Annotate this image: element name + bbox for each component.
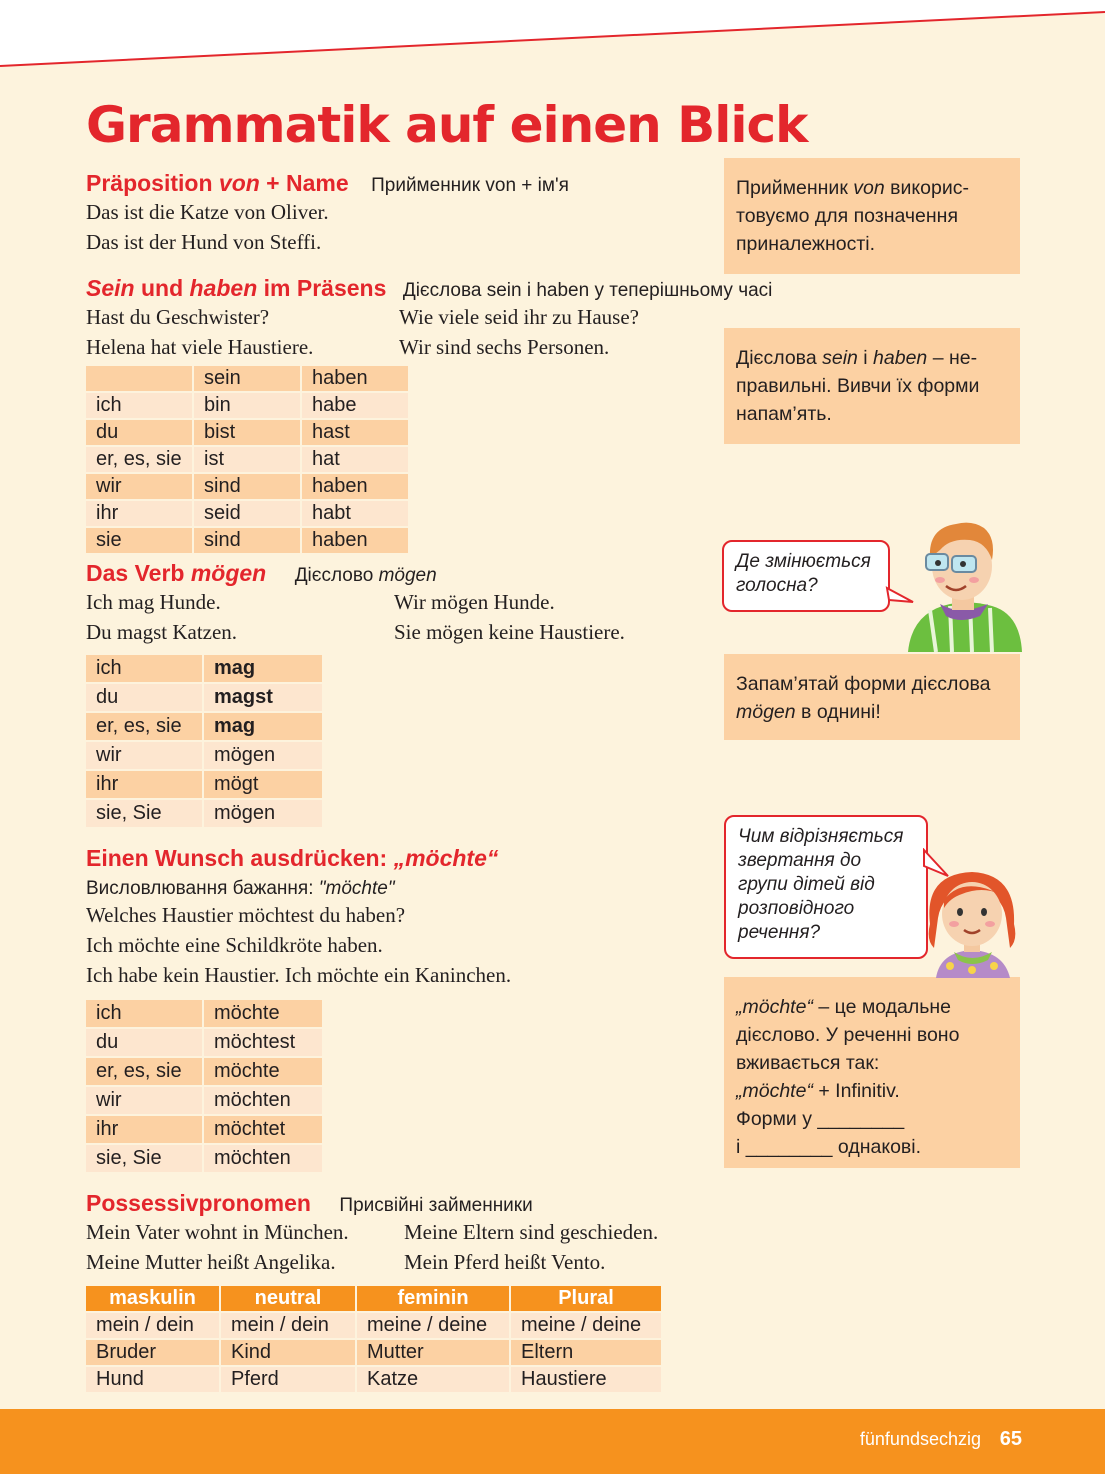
table-cell: möchtest [203, 1028, 323, 1057]
table-cell: ich [85, 999, 203, 1028]
table-row [85, 500, 409, 527]
table-cell: er, es, sie [85, 446, 193, 473]
section-possessivpronomen [86, 1190, 659, 1277]
bubble-line: Де змінюється [736, 551, 871, 572]
table-row [85, 683, 323, 712]
table-cell: Eltern [510, 1339, 662, 1366]
table-row [85, 741, 323, 770]
table-cell: mag [203, 712, 323, 741]
table-cell: hast [301, 419, 409, 446]
girl-illustration-icon [922, 868, 1022, 978]
section-preposition-von [86, 170, 569, 257]
table-row [85, 1312, 662, 1339]
table-cell: möchten [203, 1086, 323, 1115]
example-line: Meine Mutter heißt Angelika. [86, 1250, 336, 1274]
table-cell: haben [301, 473, 409, 500]
section-sein-haben [86, 275, 772, 362]
possessive-table [84, 1284, 663, 1394]
table-row [85, 1144, 323, 1173]
table-cell: meine / deine [356, 1312, 510, 1339]
table-cell: haben [301, 365, 409, 392]
table-row [85, 654, 323, 683]
heading-translation: Присвійні займенники [339, 1195, 533, 1216]
table-cell: magst [203, 683, 323, 712]
table-row [85, 1057, 323, 1086]
table-cell: er, es, sie [85, 712, 203, 741]
table-cell: bin [193, 392, 301, 419]
section-moechte [86, 845, 511, 990]
table-cell: ihr [85, 1115, 203, 1144]
table-cell: du [85, 419, 193, 446]
table-row [85, 1339, 662, 1366]
page-header-band [0, 0, 1105, 70]
heading-translation: Прийменник von + ім'я [371, 175, 569, 196]
table-row [85, 712, 323, 741]
table-cell: haben [301, 527, 409, 554]
table-cell: möchte [203, 999, 323, 1028]
table-cell: mag [203, 654, 323, 683]
table-cell: wir [85, 741, 203, 770]
example-line: Sie mögen keine Haustiere. [394, 620, 625, 644]
heading-text: Das Verb mögen [86, 560, 267, 586]
table-cell: Pferd [220, 1366, 356, 1393]
table-cell: sie, Sie [85, 799, 203, 828]
sein-haben-table [84, 364, 410, 555]
section-moegen [86, 560, 625, 647]
table-row [85, 527, 409, 554]
example-line: Mein Pferd heißt Vento. [404, 1250, 606, 1274]
heading-translation: Дієслово mögen [294, 565, 437, 586]
section-heading [86, 560, 437, 587]
table-cell: mögt [203, 770, 323, 799]
example-row [86, 587, 555, 617]
heading-translation: Висловлювання бажання: "möchte" [86, 878, 395, 899]
table-cell: bist [193, 419, 301, 446]
heading-text: Sein und haben im Präsens [86, 275, 387, 301]
table-cell: seid [193, 500, 301, 527]
table-cell: sind [193, 473, 301, 500]
table-cell: möchte [203, 1057, 323, 1086]
table-cell: sein [193, 365, 301, 392]
boy-illustration-icon [900, 520, 1025, 652]
example-row [86, 302, 772, 332]
table-row [85, 1028, 323, 1057]
table-cell: mögen [203, 741, 323, 770]
example-line: Welches Haustier möchtest du haben? [86, 903, 406, 927]
table-cell: meine / deine [510, 1312, 662, 1339]
table-cell: habt [301, 500, 409, 527]
table-row [85, 392, 409, 419]
table-cell: Hund [85, 1366, 220, 1393]
example-row [86, 332, 772, 362]
table-cell: mögen [203, 799, 323, 828]
heading-text: Possessivpronomen [86, 1190, 311, 1216]
table-row [85, 365, 409, 392]
table-cell: ihr [85, 770, 203, 799]
table-cell: er, es, sie [85, 1057, 203, 1086]
heading-text: Einen Wunsch ausdrücken: „möchte“ [86, 845, 499, 871]
table-cell: sind [193, 527, 301, 554]
moegen-table [84, 653, 324, 829]
example-row [86, 1247, 606, 1277]
table-cell: habe [301, 392, 409, 419]
table-cell: wir [85, 1086, 203, 1115]
page-number-word: fünfundsechzig [859, 1429, 981, 1449]
table-row [85, 770, 323, 799]
example-line: Mein Vater wohnt in München. [86, 1220, 349, 1244]
note-moechte: „möchte“ – це модальне дієслово. У реченні воно вживається так: „möchte“ + Infinitiv. Форми у ________ і ________ однакові. [724, 977, 1020, 1168]
example-line: Meine Eltern sind geschieden. [404, 1220, 659, 1244]
table-cell: Bruder [85, 1339, 220, 1366]
table-cell: ihr [85, 500, 193, 527]
table-cell: mein / dein [220, 1312, 356, 1339]
example-line: Ich möchte eine Schildkröte haben. [86, 933, 383, 957]
example-line: Wir mögen Hunde. [394, 590, 555, 614]
table-row [85, 446, 409, 473]
note-von: Прийменник von викорис- товуємо для позначення приналежності. [724, 158, 1020, 274]
table-cell: Haustiere [510, 1366, 662, 1393]
example-line: Ich mag Hunde. [86, 590, 221, 614]
column-header: feminin [356, 1285, 510, 1312]
example-line: Ich habe kein Haustier. Ich möchte ein Kaninchen. [86, 963, 512, 987]
table-cell: möchten [203, 1144, 323, 1173]
example-row [86, 617, 625, 647]
table-cell: Kind [220, 1339, 356, 1366]
table-cell: ich [85, 392, 193, 419]
bubble-line: голосна? [736, 575, 818, 596]
table-row [85, 473, 409, 500]
table-cell: hat [301, 446, 409, 473]
table-row [85, 419, 409, 446]
table-cell: du [85, 1028, 203, 1057]
table-cell: mein / dein [85, 1312, 220, 1339]
table-row [85, 999, 323, 1028]
bubble-line: Чим відрізняється [738, 826, 904, 847]
heading-translation: Дієслова sein і haben у теперішньому часі [402, 280, 773, 301]
table-row [85, 1115, 323, 1144]
table-cell: du [85, 683, 203, 712]
example-line: Wie viele seid ihr zu Hause? [399, 305, 639, 329]
example-line: Das ist die Katze von Oliver. [86, 200, 329, 224]
example-line: Du magst Katzen. [86, 620, 238, 644]
example-line: Wir sind sechs Personen. [399, 335, 610, 359]
section-heading [86, 275, 772, 302]
speech-bubble-vowel [722, 540, 890, 612]
bubble-line: розповідного [738, 898, 855, 919]
table-cell: Mutter [356, 1339, 510, 1366]
example-line: Hast du Geschwister? [86, 305, 270, 329]
page-number: 65 [999, 1428, 1022, 1450]
example-line: Das ist der Hund von Steffi. [86, 230, 322, 254]
table-cell: möchtet [203, 1115, 323, 1144]
heading-text: Präposition von + Name [86, 170, 349, 196]
table-cell: sie, Sie [85, 1144, 203, 1173]
note-moegen: Запам’ятай форми дієслова mögen в однині! [724, 654, 1020, 740]
table-row [85, 1086, 323, 1115]
note-sein-haben: Дієслова sein і haben – не- правильні. Вивчи їх форми напам’ять. [724, 328, 1020, 444]
section-heading [86, 1190, 533, 1217]
example-line: Helena hat viele Haustiere. [86, 335, 314, 359]
table-row [85, 1366, 662, 1393]
column-header: maskulin [85, 1285, 220, 1312]
moechte-table [84, 998, 324, 1174]
table-cell: ist [193, 446, 301, 473]
section-heading [86, 170, 569, 197]
bubble-line: групи дітей від [738, 874, 875, 895]
speech-bubble-address [724, 815, 928, 959]
page-footer [0, 1409, 1105, 1474]
bubble-line: звертання до [738, 850, 862, 871]
table-cell: sie [85, 527, 193, 554]
table-cell [85, 365, 193, 392]
table-header-row [85, 1285, 662, 1312]
page-title: Grammatik auf einen Blick [86, 96, 808, 154]
bubble-line: речення? [738, 922, 821, 943]
column-header: neutral [220, 1285, 356, 1312]
column-header: Plural [510, 1285, 662, 1312]
table-cell: Katze [356, 1366, 510, 1393]
table-cell: ich [85, 654, 203, 683]
example-row [86, 1217, 659, 1247]
table-cell: wir [85, 473, 193, 500]
table-row [85, 799, 323, 828]
